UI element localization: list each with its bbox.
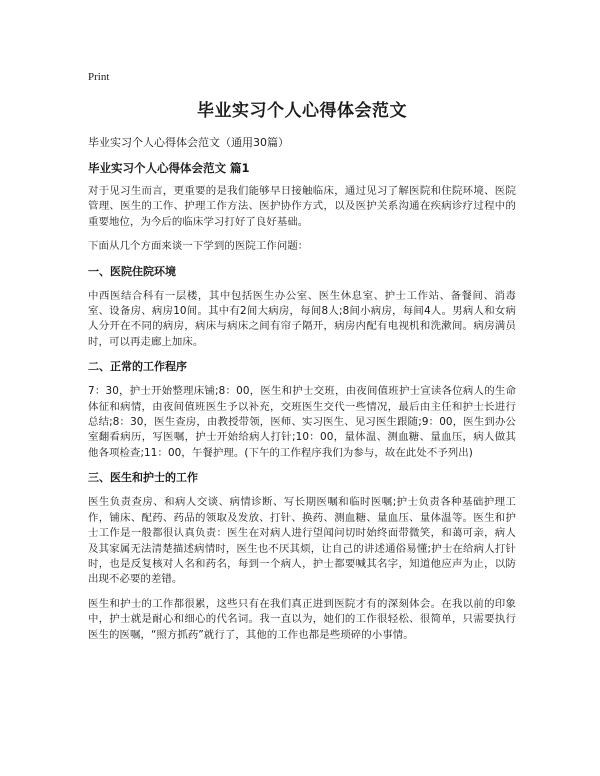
- section-paragraph: 中西医结合科有一层楼，其中包括医生办公室、医生休息室、护士工作站、备餐间、消毒室、设备房、病房10间。其中有2间大病房，每间8人;8间小病房，每间4人。男病人和女病人分开在不同的病房，病床与病床之间有帘子隔开，病房内配有电视机和洗漱间。病房满员时，可以再走廊上加床。: [88, 289, 516, 348]
- section-paragraph: 7：30，护士开始整理床铺;8：00，医生和护士交班，由夜间值班护士宣读各位病人的生命体征和病情，由夜间值班医生予以补充，交班医生交代一些情况，最后由主任和护士长进行总结;8：30，医生查房，由教授带领，医师、实习医生、见习医生跟随;9：00，医生到办公室翻看病历，写医嘱，护士开始给病人打针;10：00，量体温、测血糖、量血压，病人做其他各项检查;11：00，午餐护理。(下午的工作程序我们为参与，故在此处不予列出): [88, 385, 516, 459]
- section-paragraph: 医生负责查房、和病人交谈、病情诊断、写长期医嘱和临时医嘱;护士负责各种基础护理工作，铺床、配药、药品的领取及发放、打针、换药、测血糖、量血压、量体温等。医生和护士工作是一般都很认真负责：医生在对病人进行望闻问切时始终面带微笑，和蔼可亲，病人及其家属无法清楚描述病情时，医生也不厌其烦，让自己的讲述通俗易懂;护士在给病人打针时，也是反复核对人名和药名，每到一个病人，护士都要喊其名字，知道他应声为止，以防出现不必要的差错。: [88, 496, 516, 586]
- article-heading: 毕业实习个人心得体会范文 篇1: [88, 161, 250, 175]
- section-heading-procedure: 二、正常的工作程序: [88, 360, 187, 374]
- document-subtitle: 毕业实习个人心得体会范文（通用30篇）: [88, 136, 289, 149]
- document-page: [88, 68, 516, 652]
- document-title: 毕业实习个人心得体会范文: [197, 101, 407, 121]
- section-heading-duties: 三、医生和护士的工作: [88, 471, 198, 485]
- print-label: Print: [88, 71, 110, 83]
- intro-paragraph: 对于见习生而言，更重要的是我们能够早日接触临床，通过见习了解医院和住院环境、医院管理、医生的工作、护理工作方法、医护协作方式，以及医护关系沟通在疾病诊疗过程中的重要地位，为今后的临床学习打好了良好基础。: [88, 185, 516, 228]
- lead-in-paragraph: 下面从几个方面来谈一下学到的医院工作问题：: [88, 240, 309, 253]
- section-paragraph: 医生和护士的工作都很累，这些只有在我们真正进到医院才有的深刻体会。在我以前的印象中，护士就是耐心和细心的代名词。我一直以为，她们的工作很轻松、很简单，只需要执行医生的医嘱，“照方抓药”就行了，其他的工作也都是些琐碎的小事情。: [88, 597, 516, 641]
- section-heading-environment: 一、医院住院环境: [88, 264, 176, 278]
